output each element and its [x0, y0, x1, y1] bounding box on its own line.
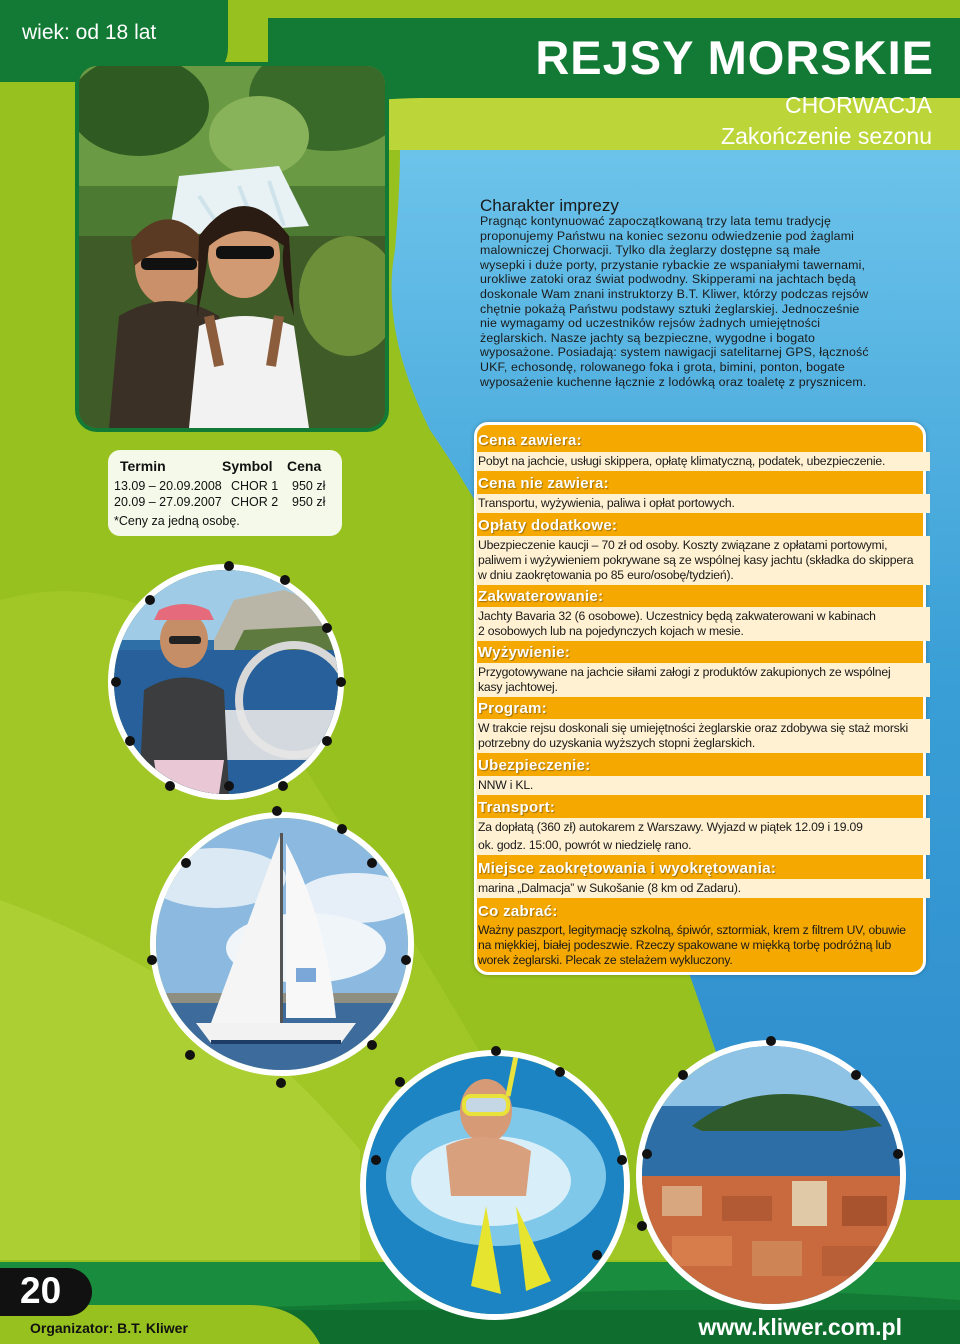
description-line: proponujemy Państwu na koniec sezonu odwiedzenie pod żaglami [480, 228, 855, 243]
section-line: ok. godz. 15:00, powrót w niedzielę rano. [478, 838, 692, 852]
section-line: Transportu, wyżywienia, paliwa i opłat portowych. [478, 496, 735, 510]
description-line: wyposażenie kuchenne łącznie z lodówką oraz toaletę z prysznicem. [480, 374, 867, 389]
terms-note: *Ceny za jedną osobę. [114, 514, 240, 528]
section-line: Ważny paszport, legitymację szkolną, śpiwór, sztormiak, krem z filtrem UV, obuwie [478, 923, 906, 937]
description-line: doskonale Wam znani instruktorzy B.T. Kliwer, którzy podczas rejsów [480, 286, 869, 301]
organizer-label: Organizator: B.T. Kliwer [30, 1320, 188, 1336]
section-title-extra-fees: Opłaty dodatkowe: [478, 517, 618, 534]
description-line: Pragnąc kontynuować zapoczątkowaną trzy lata temu tradycję [480, 214, 831, 228]
section-title-meals: Wyżywienie: [478, 644, 571, 661]
terms-row-2-symbol: CHOR 2 [231, 495, 279, 509]
description-line: urokliwe zatoki oraz świat podwodny. Skipperami na jachtach będą [480, 272, 856, 287]
section-line: Ubezpieczenie kaucji – 70 zł od osoby. Koszty związane z opłatami portowymi, [478, 538, 888, 552]
section-line: marina „Dalmacja” w Sukošanie (8 km od Zadaru). [478, 881, 741, 895]
page-number: 20 [20, 1270, 62, 1311]
section-line: W trakcie rejsu doskonali się umiejętności żeglarskie oraz zdobywa się staż morski [478, 721, 908, 735]
section-line: NNW i KL. [478, 778, 534, 792]
description-line: żeglarskich. Nasze jachty są bezpieczne, wygodne i bogato [480, 330, 816, 345]
section-line: na miękkiej, białej podeszwie. Rzeczy spakowane w miękką torbę podróżną lub [478, 938, 892, 952]
section-title-transport: Transport: [478, 799, 556, 816]
terms-header-price: Cena [287, 458, 322, 474]
section-line: kasy jachtowej. [478, 680, 558, 694]
section-title-embarkation: Miejsce zaokrętowania i wyokrętowania: [478, 860, 777, 877]
section-line: potrzebny do uzyskania wyższych stopni żeglarskich. [478, 736, 756, 750]
section-line: worek żeglarski. Plecak ze stelażem wykluczony. [478, 953, 733, 967]
terms-row-1-price: 950 zł [292, 479, 326, 493]
section-title-program: Program: [478, 700, 548, 717]
terms-row-2-date: 20.09 – 27.09.2007 [114, 495, 222, 509]
terms-row-1-symbol: CHOR 1 [231, 479, 279, 493]
description-line: wysepki i duże porty, przystanie rybackie ze wspaniałymi tawernami, [480, 257, 866, 272]
page-title: REJSY MORSKIE [535, 31, 934, 84]
country-label: CHORWACJA [785, 92, 932, 118]
description-line: nie wymagamy od uczestników rejsów żadnych umiejętności [480, 316, 821, 331]
description-line: chętnie pokażą Państwu podstawy sztuki żeglarskiej. Jednocześnie [480, 301, 860, 316]
age-label: wiek: od 18 lat [22, 21, 157, 44]
event-subtitle: Zakończenie sezonu [721, 123, 932, 149]
terms-header-symbol: Symbol [222, 458, 273, 474]
section-title-accommodation: Zakwaterowanie: [478, 588, 604, 605]
terms-row-2-price: 950 zł [292, 495, 326, 509]
description-line: wyposażone. Posiadają: system nawigacji satelitarnej GPS, łączność [480, 345, 869, 360]
description-line: UKF, echosondę, rolowanego foka i grota, bimini, ponton, bogate [480, 359, 845, 374]
section-title-what-to-bring: Co zabrać: [478, 903, 558, 920]
section-line: Jachty Bavaria 32 (6 osobowe). Uczestnicy będą zakwaterowani w kabinach [478, 609, 876, 623]
section-line: Za dopłatą (360 zł) autokarem z Warszawy. Wyjazd w piątek 12.09 i 19.09 [478, 820, 863, 834]
section-line: paliwem i wyżywieniem pokrywane są ze wspólnej kasy jachtu (składka do skippera [478, 553, 914, 567]
terms-row-1-date: 13.09 – 20.09.2008 [114, 479, 222, 493]
section-line: Pobyt na jachcie, usługi skippera, opłatę klimatyczną, podatek, ubezpieczenie. [478, 454, 886, 468]
description-line: malowniczej Chorwacji. Tylko dla żeglarzy dostępne są małe [480, 243, 821, 258]
description-heading: Charakter imprezy [480, 196, 619, 215]
terms-header-date: Termin [120, 458, 166, 474]
section-title-price-excludes: Cena nie zawiera: [478, 475, 609, 492]
website-link[interactable]: www.kliwer.com.pl [698, 1314, 902, 1340]
section-line: Przygotowywane na jachcie siłami załogi z produktów zakupionych ze wspólnej [478, 665, 891, 679]
section-title-insurance: Ubezpieczenie: [478, 757, 591, 774]
section-title-price-includes: Cena zawiera: [478, 432, 582, 449]
section-line: w dniu zaokrętowania po 85 euro/osobę/tydzień). [478, 568, 734, 582]
section-line: 2 osobowych lub na pojedynczych kojach w mesie. [478, 624, 744, 638]
